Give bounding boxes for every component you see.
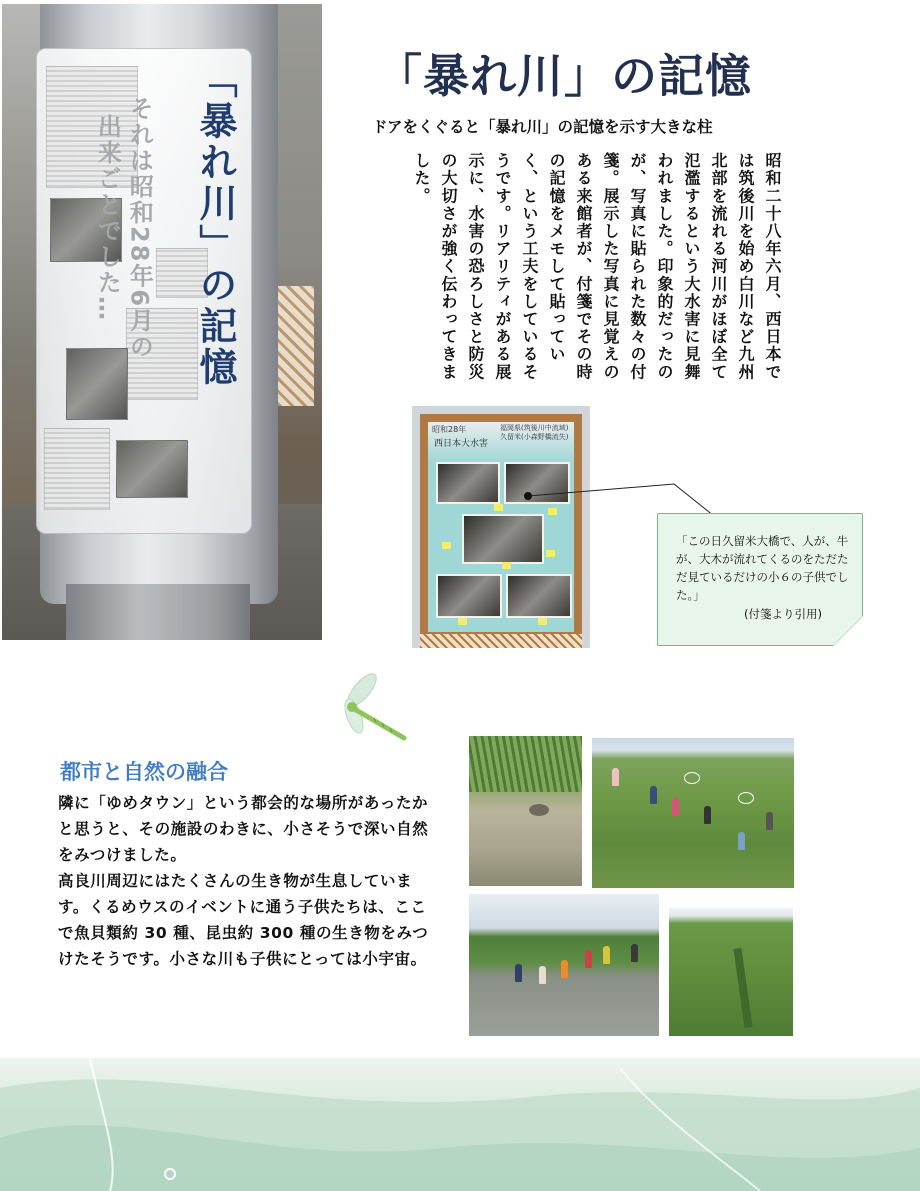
sticky-note [502,562,511,569]
article-headline: 「暴れ川」の記憶 [376,49,752,103]
newspaper-photo [116,440,188,498]
decorative-footer [0,1058,920,1191]
pillar-photo [2,4,322,640]
footer-leaf-pattern [0,1058,920,1191]
insect-net [684,772,700,784]
callout-quote: 「この日久留米大橋で、人が、牛が、大木が流れてくるのをただただ見ているだけの小６の子供でした。」 [676,534,849,602]
article-lead: ドアをくぐると「暴れ川」の記憶を示す大きな柱 [372,118,713,136]
pillar-title: 「暴れ川」の記憶 [193,60,238,388]
stream-children-photo [469,894,659,1036]
meadow-photo [669,908,793,1036]
sticky-note [458,618,467,625]
article-body: 昭和二十八年六月、西日本では筑後川を始め白川など九州北部を流れる河川がほぼ全て氾濫するという大水害に見舞われました。印象的だったのが、写真に貼られた数々の付箋。展示した写真に見覚えのある来館者が、付箋でその時の記憶をメモして貼っていく、という工夫をしているそうです。リアリティがある展示に、水害の恐ろしさと防災の大切さが強く伝わってきました。 [412,152,782,381]
person [585,950,592,968]
sticky-note [442,542,451,549]
board-header-title: 西日本大水害 [434,439,489,449]
sticky-note-callout [657,513,863,646]
photo-lattice [278,286,314,406]
board-photo-item [436,462,500,504]
nature-paragraph-2: 高良川周辺にはたくさんの生き物が生息しています。くるめウスのイベントに通う子供たちは、ここで魚貝類約 30 種、昆虫約 300 種の生き物をみつけたそうです。小さな川も子供にとっては小宇宙。 [58,872,429,968]
pillar-base [66,584,250,640]
field-event-photo [592,738,794,888]
creek-channel [733,948,752,1028]
board-header-date: 昭和28年 [432,425,467,434]
newspaper-clipping [44,428,110,510]
sticky-note [494,504,503,511]
sticky-note [538,618,547,625]
person [603,946,610,964]
person [561,960,568,978]
person [650,786,657,804]
section-title: 都市と自然の融合 [60,760,228,784]
person [631,944,638,962]
insect-net [738,792,754,804]
sticky-note [546,550,555,557]
board-lattice [420,634,582,648]
person [738,832,745,850]
grass-texture [469,736,582,792]
person [515,964,522,982]
board-photo-item [436,574,502,618]
creek-photo [469,736,582,886]
pillar-subtitle-2: 出来ごとでした… [93,114,122,322]
board-header-location: 福岡県(筑後川中流域)久留米(小森野橋流失) [500,424,569,441]
dragonfly-icon [334,672,414,752]
pillar-subtitle-1: それは昭和28年6月の [125,96,154,361]
nature-paragraph-1: 隣に「ゆめタウン」という都会的な場所があったかと思うと、その施設のわきに、小さそうで深い自然をみつけました。 [58,794,429,864]
board-photo-item [506,574,572,618]
person [766,812,773,830]
newspaper-photo [66,348,128,420]
stone [529,804,549,816]
page-curl [833,616,863,646]
person [672,798,679,816]
person [612,768,619,786]
person [704,806,711,824]
person [539,966,546,984]
callout-citation: (付箋より引用) [744,607,822,621]
